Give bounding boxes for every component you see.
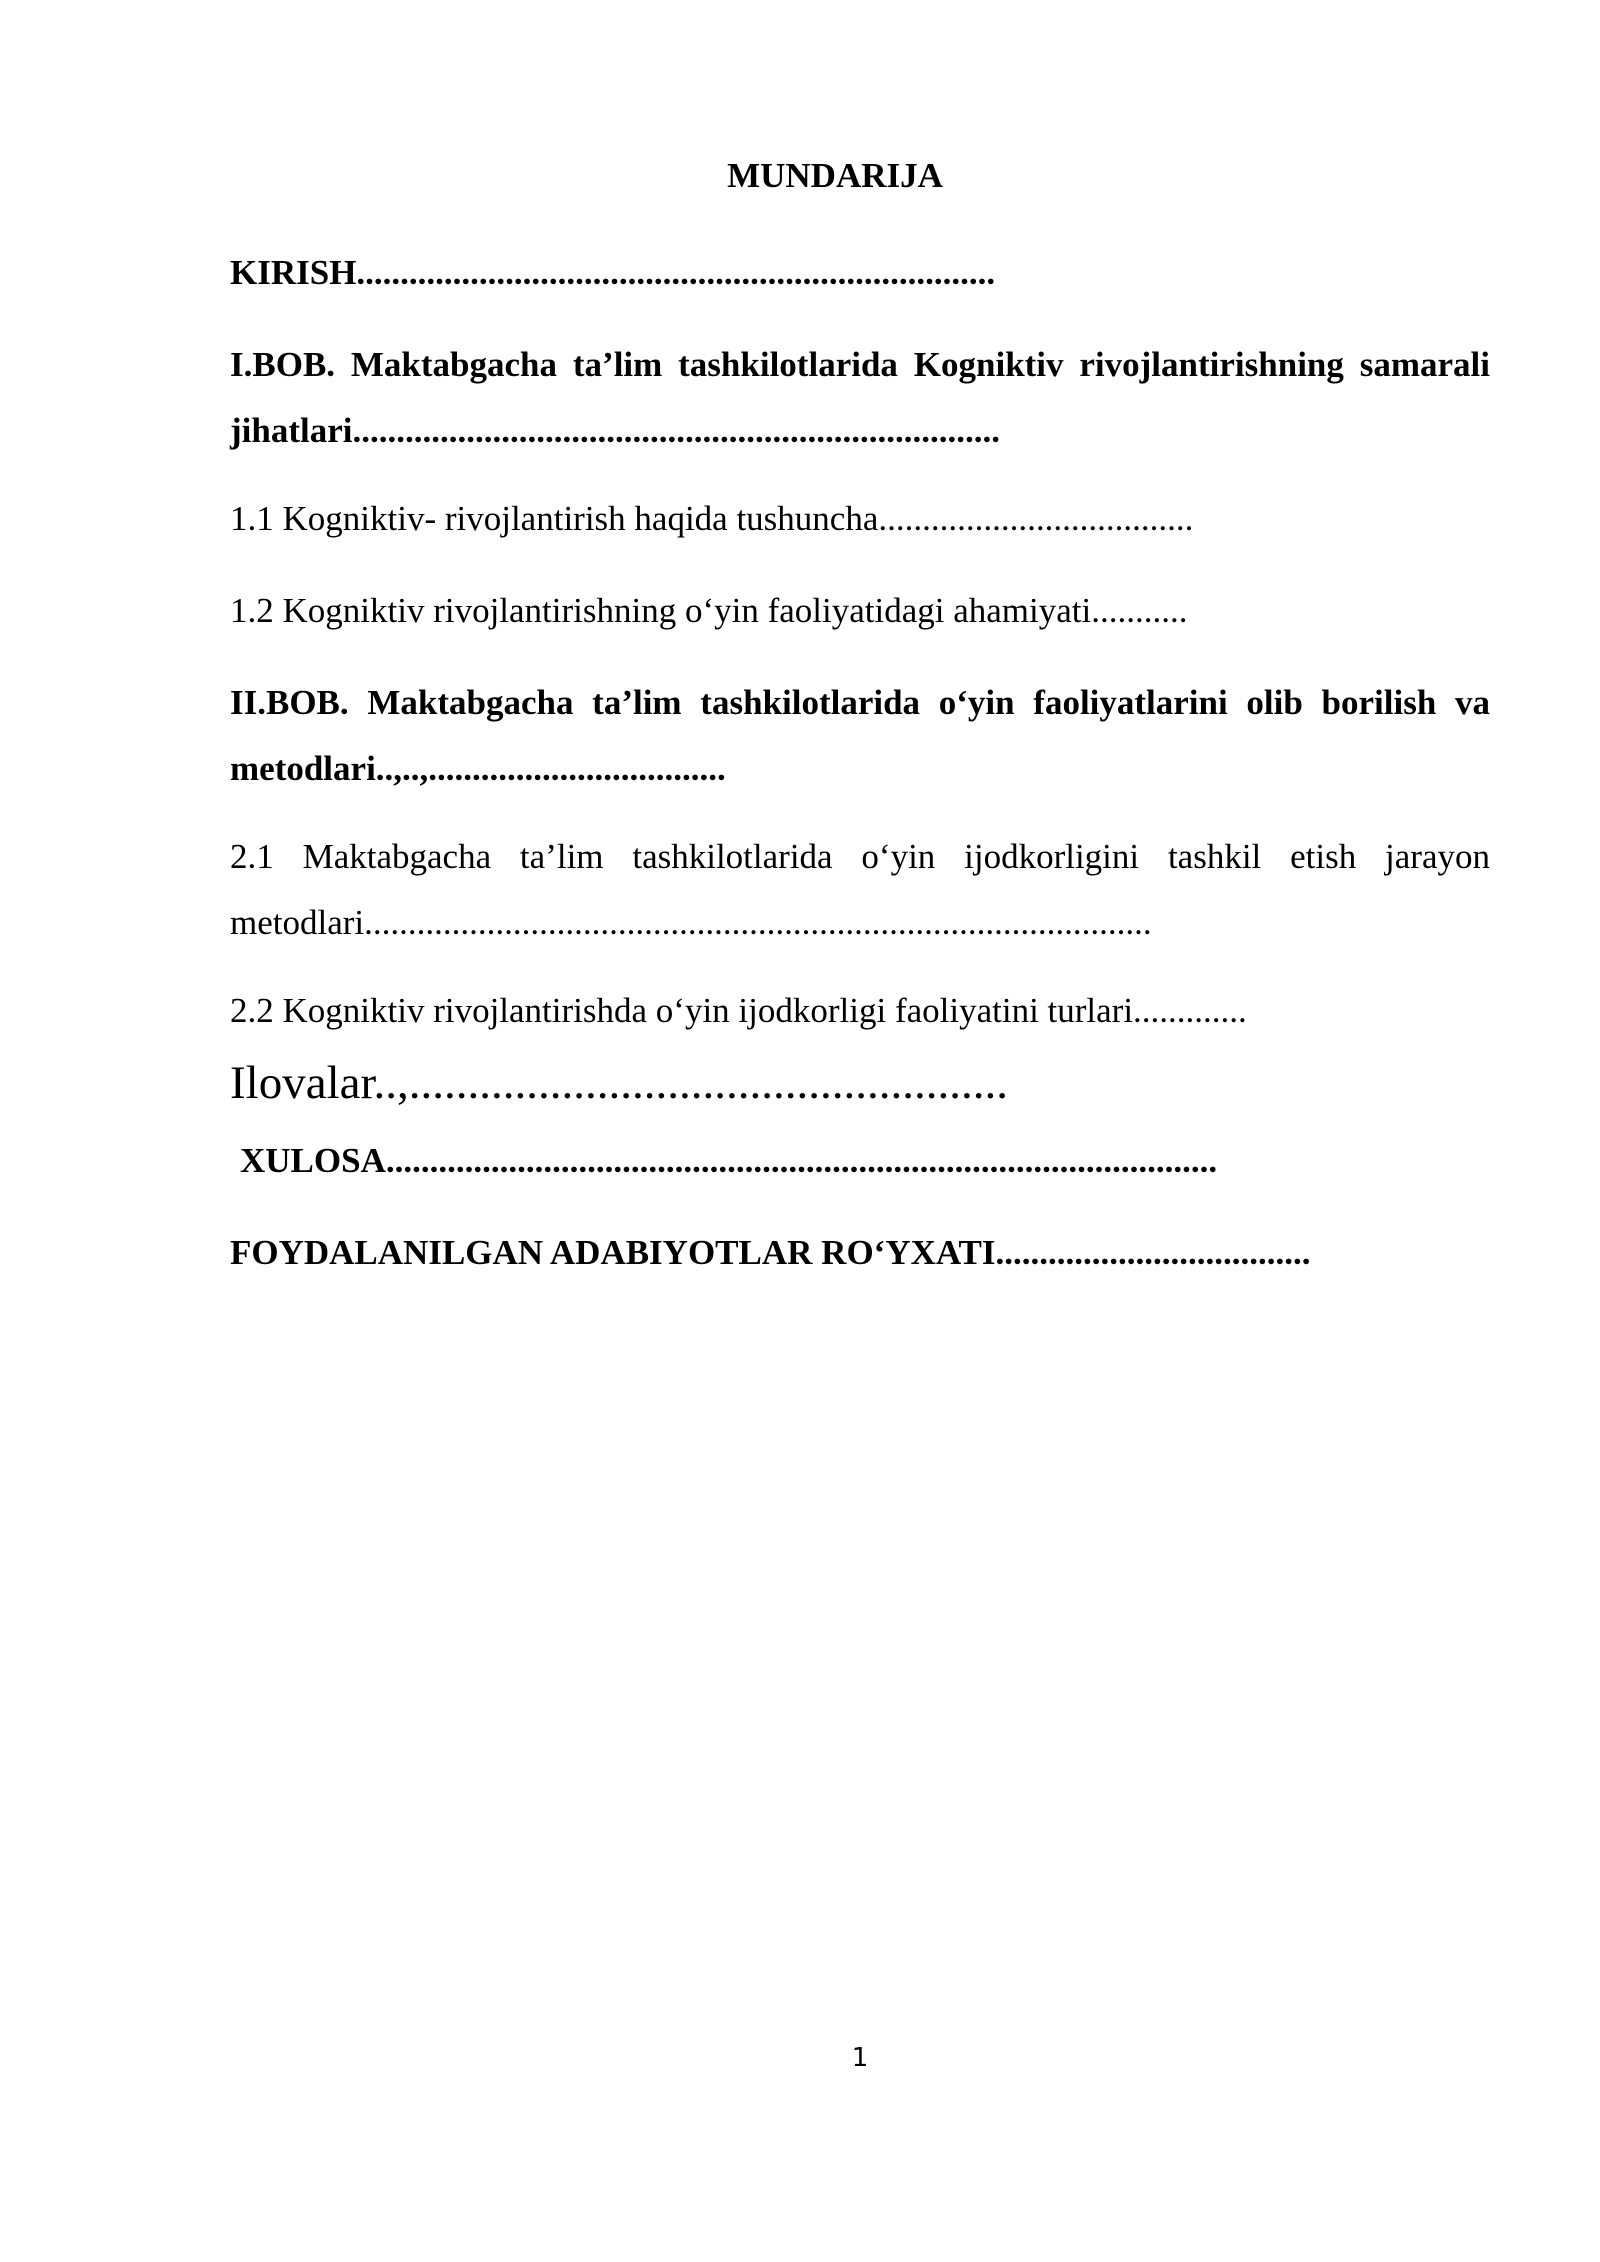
toc-entry-appendices: Ilovalar..,................................................... <box>230 1057 1009 1109</box>
toc-entry-section-2-1: 2.1 Maktabgacha ta’lim tashkilotlarida o‘yin ijodkorligini tashkil etish jarayon metodlari.......................................................................................... <box>230 837 1490 942</box>
toc-entry-section-2-2: 2.2 Kogniktiv rivojlantirishda o‘yin ijodkorligi faoliyatini turlari............. <box>230 991 1247 1030</box>
toc-entry-conclusion: XULOSA............................................................................................... <box>240 1141 1218 1180</box>
toc-entry-chapter-1: I.BOB. Maktabgacha ta’lim tashkilotlarida Kogniktiv rivojlantirishning samarali jihatlari.......................................................................... <box>230 345 1490 450</box>
table-of-contents <box>230 240 1490 1286</box>
toc-entry-references: FOYDALANILGAN ADABIYOTLAR RO‘YXATI.................................... <box>230 1233 1311 1272</box>
page-title: MUNDARIJA <box>727 156 943 195</box>
toc-entry-chapter-2: II.BOB. Maktabgacha ta’lim tashkilotlarida o‘yin faoliyatlarini olib borilish va metodlari..,..,.................................. <box>230 683 1490 788</box>
toc-entry-section-1-2: 1.2 Kogniktiv rivojlantirishning o‘yin faoliyatidagi ahamiyati........... <box>230 591 1188 630</box>
page-number: 1 <box>851 2043 869 2073</box>
toc-entry-section-1-1: 1.1 Kogniktiv- rivojlantirish haqida tushuncha.................................... <box>230 499 1194 538</box>
toc-entry-introduction: KIRISH......................................................................... <box>230 253 996 292</box>
